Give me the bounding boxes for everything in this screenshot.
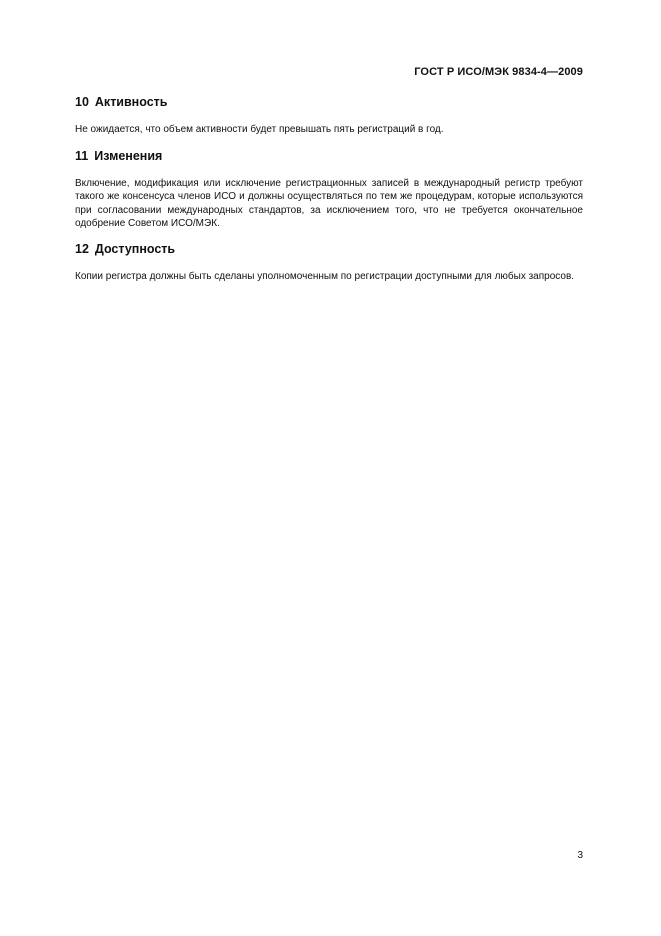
standard-code-header: ГОСТ Р ИСО/МЭК 9834-4—2009 <box>414 66 583 78</box>
section-number: 11 <box>75 149 89 163</box>
section-availability <box>75 242 583 283</box>
page-number: 3 <box>577 850 583 861</box>
section-paragraph <box>75 177 583 230</box>
section-title: Активность <box>94 95 168 109</box>
section-title: Доступность <box>94 242 176 256</box>
section-title: Изменения <box>94 149 163 163</box>
section-changes <box>75 149 583 230</box>
section-number: 12 <box>75 242 89 256</box>
section-heading <box>75 242 583 257</box>
section-activity <box>75 95 583 136</box>
section-paragraph <box>75 270 583 283</box>
section-number: 10 <box>75 95 89 109</box>
section-heading <box>75 149 583 164</box>
paragraph-text: Не ожидается, что объем активности будет превышать пять регистраций в год. <box>75 124 444 135</box>
paragraph-text: Включение, модификация или исключение регистрационных записей в международный регистр требуют такого же консенсуса членов ИСО и должны осуществляться по тем же процедурам, которые используются при согласовании международных стандартов, за исключением того, что не требуется окончательное одобрение Советом ИСО/МЭК. <box>75 178 583 229</box>
section-heading <box>75 95 583 110</box>
paragraph-text: Копии регистра должны быть сделаны уполномоченным по регистрации доступными для любых запросов. <box>75 271 575 282</box>
section-paragraph <box>75 123 583 136</box>
